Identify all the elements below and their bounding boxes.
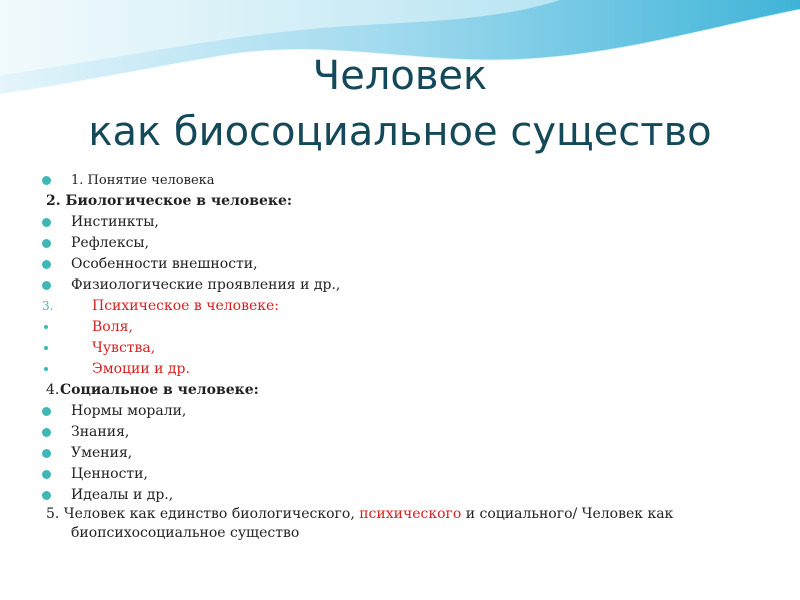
section-number: 3. [42,299,54,313]
item-text: Инстинкты, [71,214,159,230]
list-item [40,212,780,233]
list-item [40,485,780,506]
list-item [40,359,780,380]
bullet-icon [42,491,51,500]
bullet-icon [42,218,51,227]
bullet-icon [44,367,48,371]
item-text: Знания, [71,424,130,440]
bullet-icon [42,449,51,458]
bullet-icon [42,239,51,248]
title-line-1: Человек [312,53,488,99]
item-text: Нормы морали, [71,403,187,419]
list-item [40,254,780,275]
item-text: Умения, [71,445,133,461]
item-text: Физиологические проявления и др., [71,277,341,293]
list-item [40,464,780,485]
section-five-conclusion [46,505,766,543]
item-text: Идеалы и др., [71,487,174,503]
list-item [40,443,780,464]
item-text: Особенности внешности, [71,256,258,272]
bullet-icon [42,281,51,290]
bullet-icon [42,470,51,479]
list-item [40,170,780,191]
conclusion-text-red: психического [359,506,462,522]
section-text: Психическое в человеке: [92,298,280,314]
section-number: 4. [46,382,60,398]
item-text: 1. Понятие человека [71,173,215,188]
bullet-icon [42,407,51,416]
title-line-2: как биосоциальное существо [88,109,712,155]
section-text: 2. Биологическое в человеке: [46,193,293,209]
section-heading-social [40,380,780,401]
list-item [40,401,780,422]
bullet-icon [44,346,48,350]
conclusion-text-part-2: и социального/ Человек как [461,506,674,522]
list-item [40,422,780,443]
conclusion-text-line-2: биопсихосоциальное существо [71,525,300,541]
list-item [40,317,780,338]
section-text: Социальное в человеке: [60,382,259,398]
content-list [40,170,780,506]
item-text: Рефлексы, [71,235,150,251]
section-heading-biological [40,191,780,212]
item-text: Эмоции и др. [92,361,190,377]
bullet-icon [44,325,48,329]
list-item [40,275,780,296]
bullet-icon [42,260,51,269]
bullet-icon [42,176,51,185]
conclusion-text-part-1: 5. Человек как единство биологического, [46,506,360,522]
section-heading-psychic [40,296,780,317]
list-item [40,233,780,254]
item-text: Ценности, [71,466,148,482]
item-text: Чувства, [92,340,156,356]
list-item [40,338,780,359]
item-text: Воля, [92,319,133,335]
bullet-icon [42,428,51,437]
